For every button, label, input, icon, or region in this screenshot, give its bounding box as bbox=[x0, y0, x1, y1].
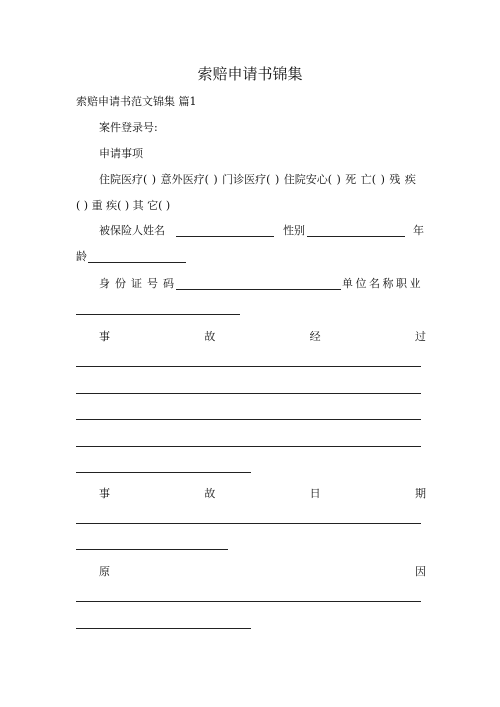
accident-date-line-1[interactable] bbox=[76, 523, 421, 524]
reason-line-1[interactable] bbox=[76, 601, 421, 602]
accident-date-char-1: 事 bbox=[99, 487, 110, 500]
application-items-label: 申请事项 bbox=[99, 147, 143, 160]
accident-date-char-4: 期 bbox=[414, 487, 426, 500]
application-items-line1: 住院医疗( ) 意外医疗( ) 门诊医疗( ) 住院安心( ) 死 亡( ) 残 疾 bbox=[99, 173, 416, 186]
age-label-part1: 年 bbox=[413, 224, 424, 237]
reason-char-1: 原 bbox=[99, 565, 110, 578]
insured-name-label: 被保险人姓名 bbox=[99, 224, 165, 237]
accident-process-line-1[interactable] bbox=[76, 366, 421, 367]
insured-name-blank[interactable] bbox=[176, 236, 274, 237]
accident-process-char-2: 故 bbox=[204, 330, 216, 343]
document-subtitle: 索赔申请书范文锦集 篇1 bbox=[76, 95, 197, 108]
reason-label bbox=[99, 565, 426, 579]
accident-process-char-4: 过 bbox=[414, 330, 426, 343]
accident-process-char-3: 经 bbox=[309, 330, 321, 343]
unit-job-label: 单位名称职业 bbox=[342, 277, 423, 290]
accident-date-char-2: 故 bbox=[204, 487, 216, 500]
accident-date-line-2[interactable] bbox=[76, 549, 228, 550]
accident-date-label bbox=[99, 487, 426, 501]
id-number-blank[interactable] bbox=[176, 289, 341, 290]
age-blank[interactable] bbox=[88, 262, 186, 263]
age-label-part2: 龄 bbox=[76, 250, 87, 263]
accident-process-line-4[interactable] bbox=[76, 446, 421, 447]
accident-date-char-3: 日 bbox=[309, 487, 321, 500]
accident-process-line-5[interactable] bbox=[76, 472, 251, 473]
accident-process-line-3[interactable] bbox=[76, 419, 421, 420]
application-items-line2: ( ) 重 疾( ) 其 它( ) bbox=[76, 199, 171, 212]
unit-job-blank[interactable] bbox=[76, 314, 240, 315]
gender-label: 性别 bbox=[283, 224, 305, 237]
document-title: 索赔申请书锦集 bbox=[197, 65, 303, 83]
case-number-label: 案件登录号: bbox=[99, 121, 158, 134]
accident-process-label bbox=[99, 330, 426, 344]
reason-char-2: 因 bbox=[415, 565, 426, 578]
accident-process-line-2[interactable] bbox=[76, 393, 421, 394]
reason-line-2[interactable] bbox=[76, 628, 251, 629]
gender-blank[interactable] bbox=[307, 236, 405, 237]
id-number-label: 身份证号码 bbox=[99, 277, 179, 290]
accident-process-char-1: 事 bbox=[99, 330, 110, 343]
